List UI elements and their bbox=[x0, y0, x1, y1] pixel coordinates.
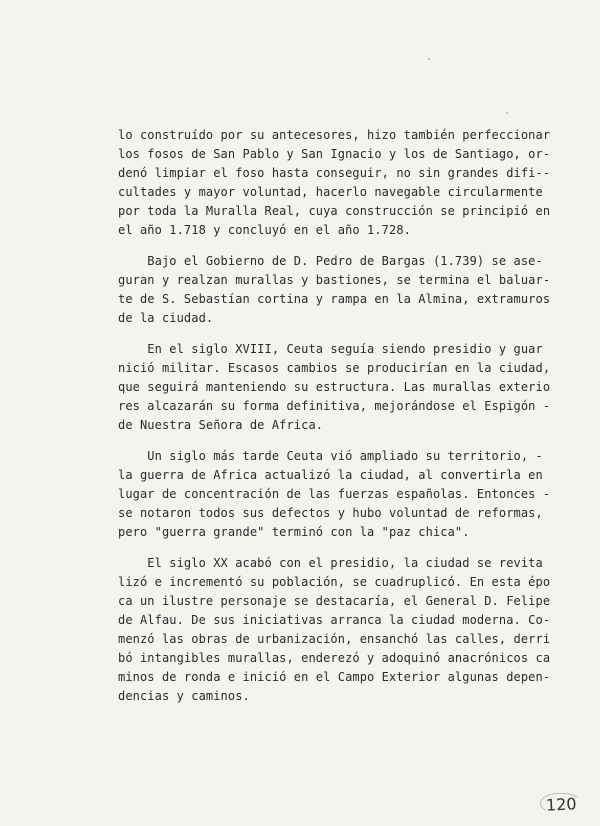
text-line: minos de ronda e inició en el Campo Exterior algunas depen- bbox=[118, 670, 551, 684]
paragraph-gap bbox=[118, 328, 580, 340]
page-number: 120 bbox=[545, 794, 578, 815]
text-line: res alcazarán su forma definitiva, mejorándose el Espigón - bbox=[118, 399, 551, 413]
text-line: de Nuestra Señora de Africa. bbox=[118, 418, 324, 432]
text-line: bó intangibles murallas, enderezó y adoquinó anacrónicos ca bbox=[118, 651, 551, 665]
text-line: de la ciudad. bbox=[118, 311, 214, 325]
text-line: nició militar. Escasos cambios se producirían en la ciudad, bbox=[118, 361, 551, 375]
paragraph bbox=[118, 126, 580, 240]
text-line: que seguirá manteniendo su estructura. Las murallas exterio bbox=[118, 380, 551, 394]
paragraph-gap bbox=[118, 240, 580, 252]
text-line: los fosos de San Pablo y San Ignacio y los de Santiago, or- bbox=[118, 147, 551, 161]
paragraph bbox=[118, 447, 580, 542]
text-line: Un siglo más tarde Ceuta vió ampliado su territorio, - bbox=[118, 449, 543, 463]
text-line: guran y realzan murallas y bastiones, se termina el baluar- bbox=[118, 273, 551, 287]
text-line: de Alfau. De sus iniciativas arranca la ciudad moderna. Co- bbox=[118, 613, 551, 627]
text-line: ca un ilustre personaje se destacaría, el General D. Felipe bbox=[118, 594, 551, 608]
text-line: dencias y caminos. bbox=[118, 689, 250, 703]
text-line: por toda la Muralla Real, cuya construcción se principió en bbox=[118, 204, 551, 218]
text-line: lizó e incrementó su población, se cuadruplicó. En esta épo bbox=[118, 575, 551, 589]
paper-speck bbox=[428, 58, 430, 60]
text-line: se notaron todos sus defectos y hubo voluntad de reformas, bbox=[118, 506, 543, 520]
paper-speck bbox=[506, 112, 508, 114]
paragraph bbox=[118, 252, 580, 328]
text-line: Bajo el Gobierno de D. Pedro de Bargas (1.739) se ase- bbox=[118, 254, 543, 268]
body-text bbox=[118, 126, 580, 706]
paragraph bbox=[118, 340, 580, 435]
text-line: lo construído por su antecesores, hizo también perfeccionar bbox=[118, 128, 551, 142]
text-line: la guerra de Africa actualizó la ciudad, al convertirla en bbox=[118, 468, 543, 482]
paragraph-gap bbox=[118, 542, 580, 554]
text-line: cultades y mayor voluntad, hacerlo navegable circularmente bbox=[118, 185, 543, 199]
text-line: te de S. Sebastían cortina y rampa en la Almina, extramuros bbox=[118, 292, 551, 306]
text-line: El siglo XX acabó con el presidio, la ciudad se revita bbox=[118, 556, 543, 570]
text-line: lugar de concentración de las fuerzas españolas. Entonces - bbox=[118, 487, 551, 501]
paragraph bbox=[118, 554, 580, 706]
text-line: denó limpiar el foso hasta conseguir, no sin grandes difi-- bbox=[118, 166, 551, 180]
text-line: pero "guerra grande" terminó con la "paz chica". bbox=[118, 525, 470, 539]
text-line: el año 1.718 y concluyó en el año 1.728. bbox=[118, 223, 411, 237]
text-line: menzó las obras de urbanización, ensanchó las calles, derri bbox=[118, 632, 551, 646]
text-line: En el siglo XVIII, Ceuta seguía siendo presidio y guar bbox=[118, 342, 543, 356]
paragraph-gap bbox=[118, 435, 580, 447]
